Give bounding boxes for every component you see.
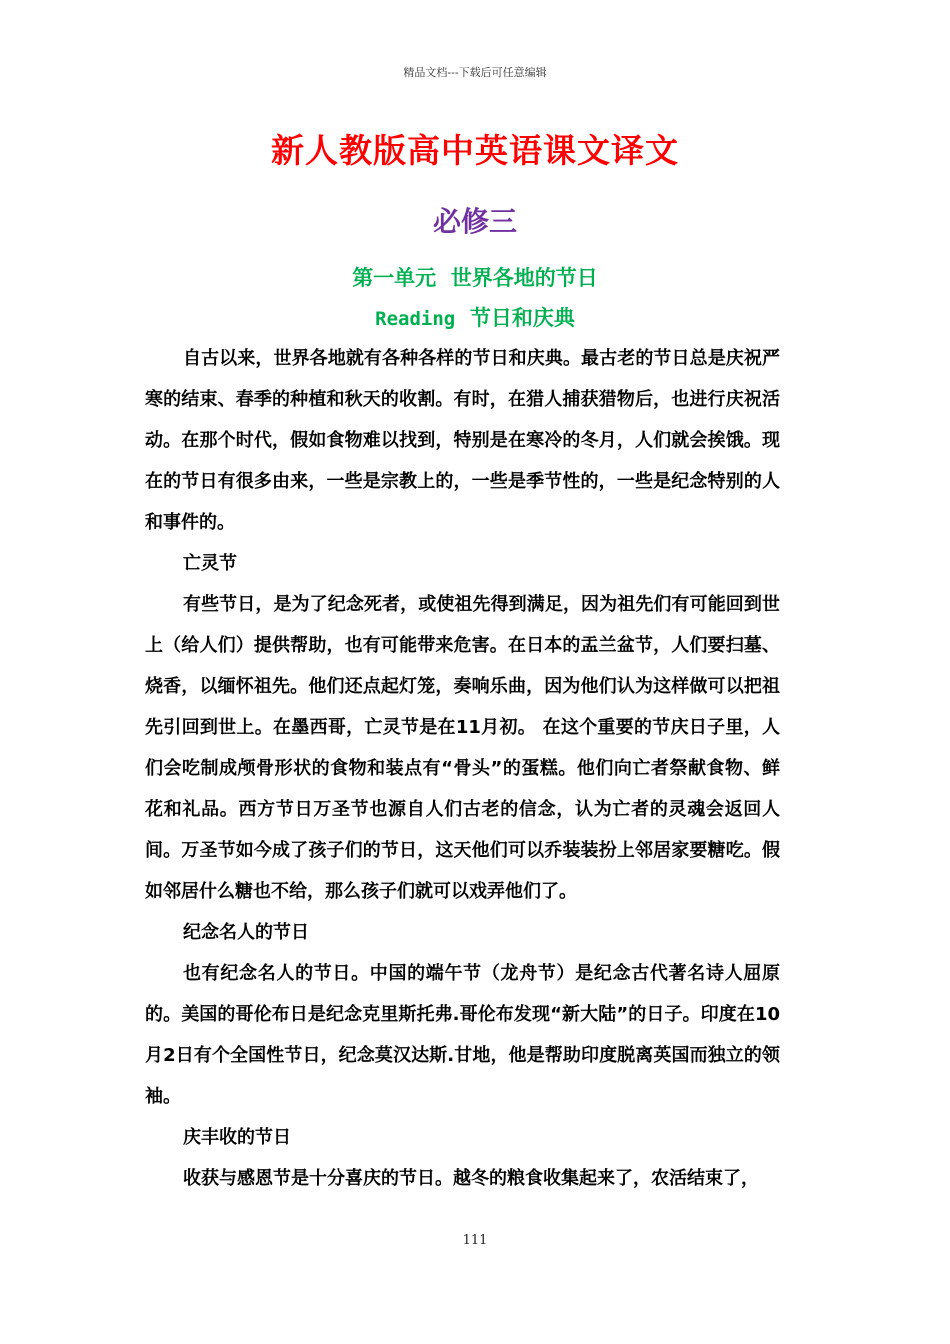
header-note: 精品文档---下载后可任意编辑 bbox=[403, 66, 547, 79]
section-heading-famous: 纪念名人的节日 bbox=[183, 922, 309, 943]
paragraph-harvest: 收获与感恩节是十分喜庆的节日。越冬的粮食收集起来了，农活结束了， bbox=[183, 1168, 759, 1189]
section-heading-harvest: 庆丰收的节日 bbox=[183, 1127, 291, 1148]
reading-section-title: 节日和庆典 bbox=[469, 306, 575, 330]
unit-title: 第一单元 世界各地的节日 bbox=[352, 266, 598, 290]
reading-label: Reading bbox=[375, 308, 456, 330]
document-body bbox=[145, 338, 780, 1199]
document-title: 新人教版高中英语课文译文 bbox=[271, 131, 679, 170]
document-subtitle: 必修三 bbox=[432, 205, 517, 238]
reading-title bbox=[0, 302, 950, 335]
paragraph-dead: 有些节日，是为了纪念死者，或使祖先得到满足，因为祖先们有可能回到世上（给人们）提供帮助，也有可能带来危害。在日本的盂兰盆节，人们要扫墓、烧香，以缅怀祖先。他们还点起灯笼，奏响乐曲，因为他们认为这样做可以把祖先引回到世上。在墨西哥，亡灵节是在11月初。 在这个重要的节庆日子里，人们会吃制成颅骨形状的食物和装点有“骨头”的蛋糕。他们向亡者祭献食物、鲜花和礼品。西方节日万圣节也源自人们古老的信念，认为亡者的灵魂会返回人间。万圣节如今成了孩子们的节日，这天他们可以乔装装扮上邻居家要糖吃。假如邻居什么糖也不给，那么孩子们就可以戏弄他们了。 bbox=[145, 594, 780, 902]
page-number: 111 bbox=[462, 1233, 488, 1248]
paragraph-intro: 自古以来，世界各地就有各种各样的节日和庆典。最古老的节日总是庆祝严寒的结束、春季的种植和秋天的收割。有时，在猎人捕获猎物后，也进行庆祝活动。在那个时代，假如食物难以找到，特别是在寒冷的冬月，人们就会挨饿。现在的节日有很多由来，一些是宗教上的，一些是季节性的，一些是纪念特别的人和事件的。 bbox=[145, 348, 780, 533]
paragraph-famous: 也有纪念名人的节日。中国的端午节（龙舟节）是纪念古代著名诗人屈原的。美国的哥伦布日是纪念克里斯托弗.哥伦布发现“新大陆”的日子。印度在10月2日有个全国性节日，纪念莫汉达斯.甘地，他是帮助印度脱离英国而独立的领袖。 bbox=[145, 963, 780, 1107]
section-heading-dead: 亡灵节 bbox=[183, 553, 237, 574]
